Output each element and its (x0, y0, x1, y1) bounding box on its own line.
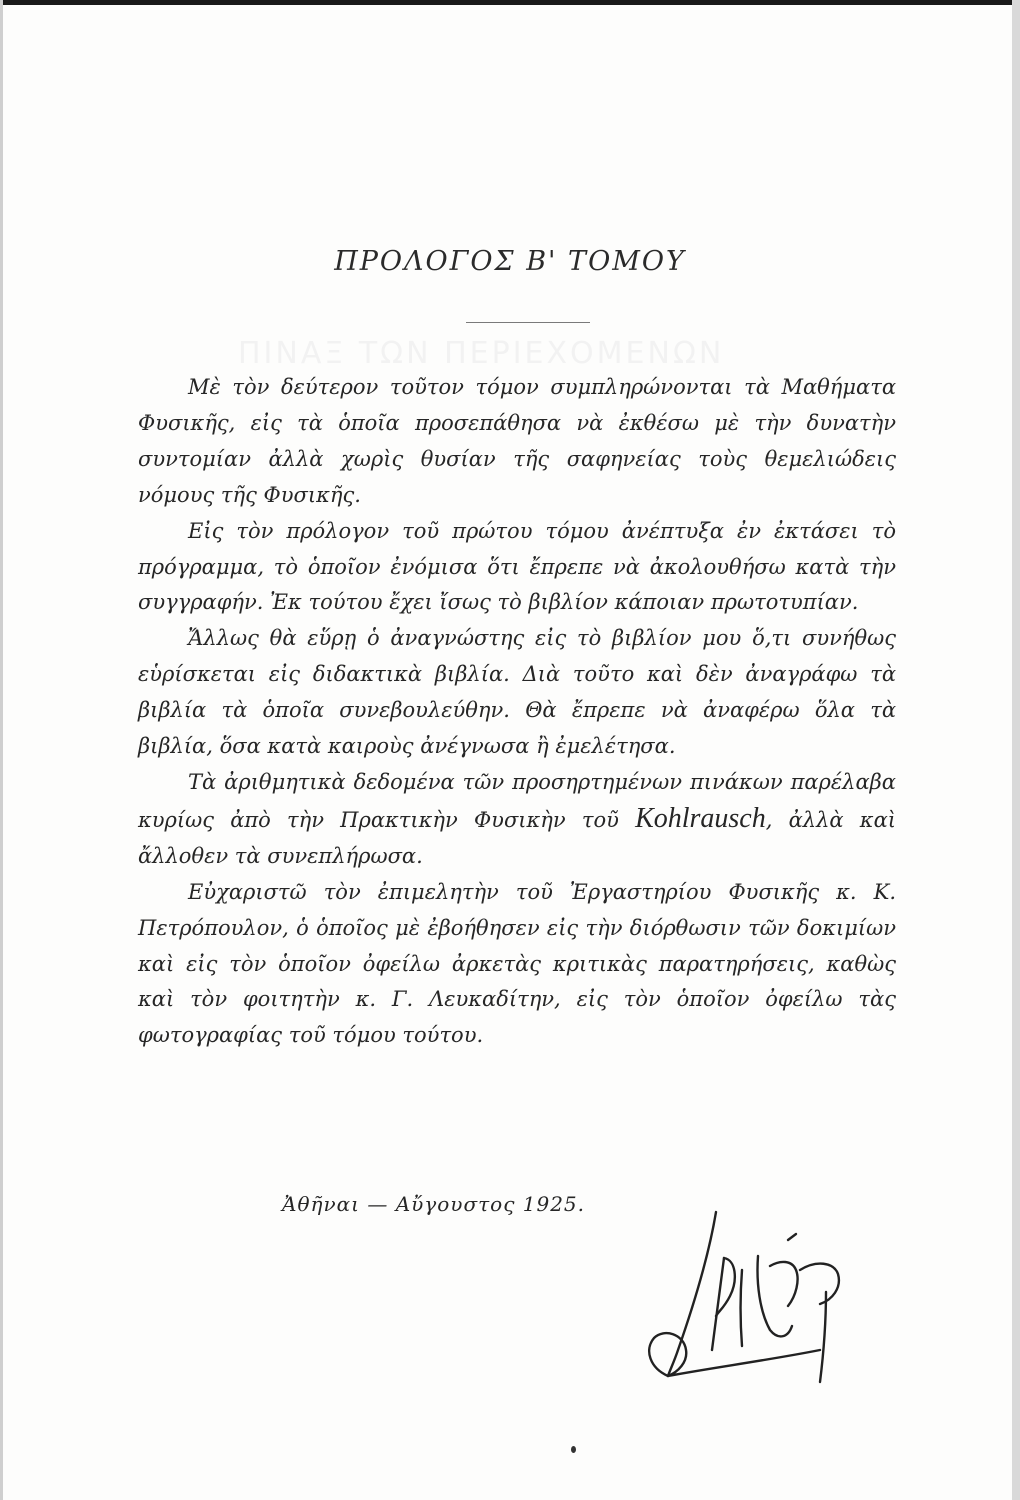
scan-top-edge (0, 0, 1020, 5)
paragraph-4-text-before: Τὰ ἀριθμητικὰ δεδομένα τῶν προσηρτημένων πινάκων παρέλαβα κυρίως ἀπὸ τὴν Πρακτικὴν Φυσικὴν τοῦ (138, 769, 896, 832)
bleed-through-text: ΠΙΝΑΞ ΤΩΝ ΠΕΡΙΕΧΟΜΕΝΩΝ (238, 336, 725, 371)
scan-right-edge (1012, 0, 1020, 1500)
paragraph-5: Εὐχαριστῶ τὸν ἐπιμελητὴν τοῦ Ἐργαστηρίου Φυσικῆς κ. Κ. Πετρόπουλον, ὁ ὁποῖος μὲ ἐβοήθησεν εἰς τὴν διόρθωσιν τῶν δοκιμίων καὶ εἰς τὸν ὁποῖον ὀφείλω ἀρκετὰς κριτικὰς παρατηρήσεις, καθὼς καὶ τὸν φοιτητὴν κ. Γ. Λευκαδίτην, εἰς τὸν ὁποῖον ὀφείλω τὰς φωτογραφίας τοῦ τόμου τούτου. (138, 879, 896, 1048)
paragraph-1: Μὲ τὸν δεύτερον τοῦτον τόμον συμπληρώνονται τὰ Μαθήματα Φυσικῆς, εἰς τὰ ὁποῖα προσεπάθησα νὰ ἐκθέσω μὲ τὴν δυνατὴν συντομίαν ἀλλὰ χωρὶς θυσίαν τῆς σαφηνείας τοὺς θεμελιώδεις νόμους τῆς Φυσικῆς. (138, 375, 896, 507)
title-rule (466, 322, 590, 323)
handwritten-signature (620, 1200, 860, 1390)
place-date: Ἀθῆναι — Αὔγουστος 1925. (282, 1192, 586, 1216)
page-title: ΠΡΟΛΟΓΟΣ Β' ΤΟΜΟΥ (334, 246, 686, 277)
author-name-kohlrausch: Kohlrausch (635, 802, 766, 834)
scan-left-edge (0, 0, 3, 1500)
preface-body (138, 370, 896, 1054)
paragraph-4-text-after: , ἀλλὰ καὶ ἄλλοθεν τὰ συνεπλήρωσα. (138, 807, 896, 868)
paragraph-4 (138, 765, 896, 875)
ink-speck (571, 1446, 576, 1453)
paragraph-3: Ἄλλως θὰ εὕρῃ ὁ ἀναγνώστης εἰς τὸ βιβλίον μου ὅ,τι συνήθως εὑρίσκεται εἰς διδακτικὰ βιβλία. Διὰ τοῦτο καὶ δὲν ἀναγράφω τὰ βιβλία τὰ ὁποῖα συνεβουλεύθην. Θὰ ἔπρεπε νὰ ἀναφέρω ὅλα τὰ βιβλία, ὅσα κατὰ καιροὺς ἀνέγνωσα ἢ ἐμελέτησα. (138, 626, 896, 759)
paragraph-2: Εἰς τὸν πρόλογον τοῦ πρώτου τόμου ἀνέπτυξα ἐν ἐκτάσει τὸ πρόγραμμα, τὸ ὁποῖον ἐνόμισα ὅτι ἔπρεπε νὰ ἀκολουθήσω κατὰ τὴν συγγραφήν. Ἐκ τούτου ἔχει ἴσως τὸ βιβλίον κάποιαν πρωτοτυπίαν. (138, 518, 896, 615)
